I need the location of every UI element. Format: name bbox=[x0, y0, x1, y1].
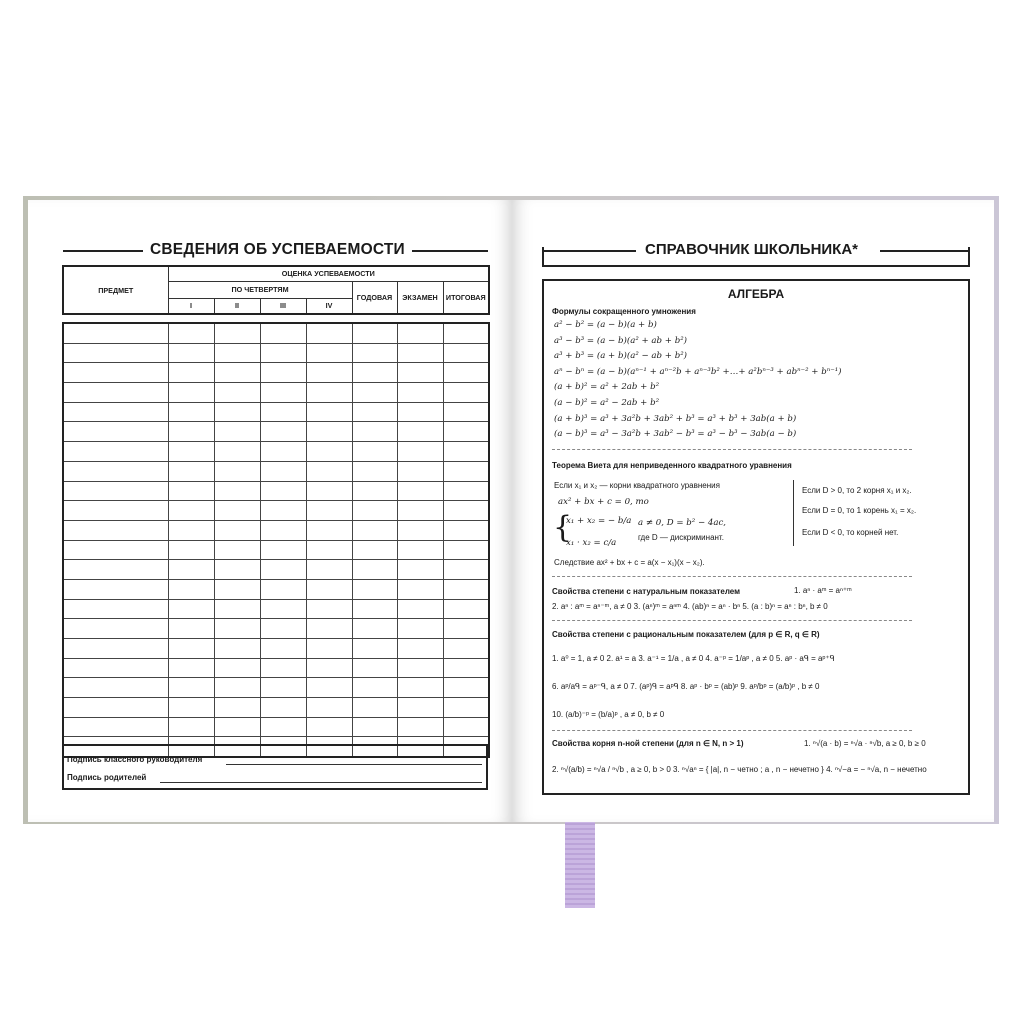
grade-cell[interactable] bbox=[306, 481, 352, 501]
vieta-corollary: Следствие ax² + bx + c = a(x − x₁)(x − x₂). bbox=[554, 558, 705, 567]
section-multiplication-title: Формулы сокращенного умножения bbox=[552, 307, 696, 316]
grade-cell[interactable] bbox=[63, 481, 168, 501]
grade-cell[interactable] bbox=[214, 658, 260, 678]
grade-cell[interactable] bbox=[168, 658, 214, 678]
grades-row bbox=[63, 383, 489, 403]
grade-cell[interactable] bbox=[168, 461, 214, 481]
grade-cell[interactable] bbox=[397, 343, 443, 363]
handbook-rule-right bbox=[880, 250, 970, 252]
grade-cell[interactable] bbox=[397, 678, 443, 698]
title-rule-right bbox=[412, 250, 488, 252]
grade-cell[interactable] bbox=[260, 639, 306, 659]
grade-cell[interactable] bbox=[63, 658, 168, 678]
grade-cell[interactable] bbox=[443, 658, 489, 678]
formula-line: a³ − b³ = (a − b)(a² + ab + b²) bbox=[554, 335, 688, 346]
grade-cell[interactable] bbox=[168, 363, 214, 383]
grade-cell[interactable] bbox=[63, 501, 168, 521]
grade-cell[interactable] bbox=[443, 323, 489, 343]
grade-cell[interactable] bbox=[443, 698, 489, 718]
multiplication-formulas bbox=[554, 320, 842, 445]
grade-cell[interactable] bbox=[443, 678, 489, 698]
grade-cell[interactable] bbox=[352, 323, 397, 343]
grade-cell[interactable] bbox=[306, 658, 352, 678]
grade-cell[interactable] bbox=[352, 579, 397, 599]
grade-cell[interactable] bbox=[214, 442, 260, 462]
title-rule-left bbox=[63, 250, 143, 252]
grade-cell[interactable] bbox=[306, 402, 352, 422]
grade-cell[interactable] bbox=[306, 579, 352, 599]
grade-cell[interactable] bbox=[168, 619, 214, 639]
grade-cell[interactable] bbox=[443, 599, 489, 619]
grade-cell[interactable] bbox=[260, 501, 306, 521]
grade-cell[interactable] bbox=[260, 698, 306, 718]
root-property-1: 1. ⁿ√(a · b) = ⁿ√a · ⁿ√b, a ≥ 0, b ≥ 0 bbox=[804, 739, 926, 748]
vieta-product: x₁ · x₂ = c/a bbox=[566, 538, 617, 548]
grades-table[interactable] bbox=[62, 322, 490, 758]
grade-cell[interactable] bbox=[443, 579, 489, 599]
formula-line: aⁿ − bⁿ = (a − b)(aⁿ⁻¹ + aⁿ⁻²b + aⁿ⁻³b² +…+ a²bⁿ⁻³ + abⁿ⁻² + bⁿ⁻¹) bbox=[554, 366, 842, 377]
grade-cell[interactable] bbox=[214, 678, 260, 698]
grade-cell[interactable] bbox=[352, 639, 397, 659]
grade-cell[interactable] bbox=[214, 461, 260, 481]
grade-cell[interactable] bbox=[352, 481, 397, 501]
formula-line: a³ + b³ = (a + b)(a² − ab + b²) bbox=[554, 351, 688, 362]
algebra-heading: АЛГЕБРА bbox=[727, 287, 785, 301]
vieta-equation: ax² + bx + c = 0, то bbox=[558, 497, 649, 507]
grade-cell[interactable] bbox=[443, 343, 489, 363]
grade-cell[interactable] bbox=[306, 678, 352, 698]
grade-cell[interactable] bbox=[260, 481, 306, 501]
grade-cell[interactable] bbox=[168, 678, 214, 698]
grade-cell[interactable] bbox=[260, 599, 306, 619]
grade-cell[interactable] bbox=[260, 658, 306, 678]
grade-cell[interactable] bbox=[397, 422, 443, 442]
grade-cell[interactable] bbox=[352, 678, 397, 698]
grade-cell[interactable] bbox=[443, 422, 489, 442]
formula-line: a² − b² = (a − b)(a + b) bbox=[554, 320, 657, 330]
vieta-d-negative: Если D < 0, то корней нет. bbox=[802, 528, 899, 537]
signature-teacher-label: Подпись классного руководителя bbox=[67, 755, 203, 764]
grade-cell[interactable] bbox=[168, 383, 214, 403]
grades-row bbox=[63, 540, 489, 560]
grade-cell[interactable] bbox=[306, 422, 352, 442]
grade-cell[interactable] bbox=[260, 619, 306, 639]
grade-cell[interactable] bbox=[63, 383, 168, 403]
grade-cell[interactable] bbox=[443, 520, 489, 540]
grade-cell[interactable] bbox=[63, 579, 168, 599]
grades-row bbox=[63, 698, 489, 718]
root-property-line: 2. ⁿ√(a/b) = ⁿ√a / ⁿ√b , a ≥ 0, b > 0 3. ⁿ√aⁿ = { |a|, n − четно ; a , n − нечетно } 4. ⁿ√−a = − ⁿ√a, n − нечетно bbox=[552, 765, 927, 774]
grade-cell[interactable] bbox=[168, 402, 214, 422]
grade-cell[interactable] bbox=[214, 698, 260, 718]
grades-row bbox=[63, 461, 489, 481]
grade-cell[interactable] bbox=[397, 461, 443, 481]
grade-cell[interactable] bbox=[352, 422, 397, 442]
grade-cell[interactable] bbox=[214, 343, 260, 363]
grades-row bbox=[63, 442, 489, 462]
grade-cell[interactable] bbox=[168, 639, 214, 659]
grade-cell[interactable] bbox=[63, 363, 168, 383]
grade-cell[interactable] bbox=[397, 383, 443, 403]
vieta-d-positive: Если D > 0, то 2 корня x₁ и x₂. bbox=[802, 486, 912, 495]
grade-cell[interactable] bbox=[260, 323, 306, 343]
grade-cell[interactable] bbox=[168, 323, 214, 343]
grade-cell[interactable] bbox=[352, 560, 397, 580]
formula-line: (a − b)² = a² − 2ab + b² bbox=[554, 397, 660, 408]
grade-cell[interactable] bbox=[306, 698, 352, 718]
grade-cell[interactable] bbox=[397, 717, 443, 737]
formula-line: (a + b)³ = a³ + 3a²b + 3ab² + b³ = a³ + b³ + 3ab(a + b) bbox=[554, 413, 797, 424]
grade-cell[interactable] bbox=[443, 619, 489, 639]
exam-header: ЭКЗАМЕН bbox=[397, 281, 443, 314]
grade-cell[interactable] bbox=[63, 717, 168, 737]
grade-cell[interactable] bbox=[214, 540, 260, 560]
grade-cell[interactable] bbox=[63, 402, 168, 422]
grades-row bbox=[63, 481, 489, 501]
vieta-brace: { bbox=[553, 510, 573, 545]
grade-cell[interactable] bbox=[260, 422, 306, 442]
grade-cell[interactable] bbox=[63, 560, 168, 580]
grade-cell[interactable] bbox=[168, 501, 214, 521]
quarter-2: II bbox=[214, 298, 260, 314]
grade-cell[interactable] bbox=[397, 363, 443, 383]
signature-parents-line[interactable] bbox=[160, 782, 482, 783]
grade-cell[interactable] bbox=[214, 520, 260, 540]
grades-row bbox=[63, 343, 489, 363]
grades-row bbox=[63, 678, 489, 698]
formula-line: (a + b)² = a² + 2ab + b² bbox=[554, 382, 660, 393]
annual-header: ГОДОВАЯ bbox=[352, 281, 397, 314]
grade-cell[interactable] bbox=[397, 658, 443, 678]
grade-cell[interactable] bbox=[63, 599, 168, 619]
signature-box bbox=[62, 744, 488, 790]
grade-cell[interactable] bbox=[260, 442, 306, 462]
grades-row bbox=[63, 717, 489, 737]
vieta-condition: a ≠ 0, D = b² − 4ac, bbox=[638, 518, 727, 528]
grade-cell[interactable] bbox=[443, 560, 489, 580]
grade-cell[interactable] bbox=[306, 560, 352, 580]
grade-cell[interactable] bbox=[397, 540, 443, 560]
grade-cell[interactable] bbox=[352, 383, 397, 403]
grade-cell[interactable] bbox=[214, 422, 260, 442]
grade-cell[interactable] bbox=[168, 442, 214, 462]
grade-cell[interactable] bbox=[306, 323, 352, 343]
section-natural-power-title: Свойства степени с натуральным показателем bbox=[552, 587, 741, 596]
grade-cell[interactable] bbox=[352, 717, 397, 737]
grade-cell[interactable] bbox=[397, 520, 443, 540]
quarter-3: III bbox=[260, 298, 306, 314]
grade-cell[interactable] bbox=[260, 717, 306, 737]
grade-cell[interactable] bbox=[63, 343, 168, 363]
grade-cell[interactable] bbox=[306, 540, 352, 560]
grade-cell[interactable] bbox=[214, 383, 260, 403]
grade-cell[interactable] bbox=[214, 481, 260, 501]
grades-row bbox=[63, 619, 489, 639]
grade-cell[interactable] bbox=[168, 579, 214, 599]
grade-cell[interactable] bbox=[352, 698, 397, 718]
grade-cell[interactable] bbox=[168, 540, 214, 560]
grade-cell[interactable] bbox=[397, 402, 443, 422]
grade-cell[interactable] bbox=[352, 540, 397, 560]
grade-cell[interactable] bbox=[397, 579, 443, 599]
grade-cell[interactable] bbox=[443, 402, 489, 422]
natural-power-line: 2. aⁿ : aᵐ = aⁿ⁻ᵐ, a ≠ 0 3. (aⁿ)ᵐ = aⁿᵐ 4. (ab)ⁿ = aⁿ · bⁿ 5. (a : b)ⁿ = aⁿ : bⁿ, b ≠ 0 bbox=[552, 602, 828, 611]
grade-cell[interactable] bbox=[443, 383, 489, 403]
grade-cell[interactable] bbox=[352, 343, 397, 363]
vieta-sum: x₁ + x₂ = − b/a bbox=[566, 516, 632, 526]
grade-cell[interactable] bbox=[306, 520, 352, 540]
grade-cell[interactable] bbox=[214, 717, 260, 737]
rational-power-line-3: 10. (a/b)⁻ᵖ = (b/a)ᵖ , a ≠ 0, b ≠ 0 bbox=[552, 710, 665, 719]
grade-cell[interactable] bbox=[397, 619, 443, 639]
grade-cell[interactable] bbox=[306, 501, 352, 521]
signature-teacher-line[interactable] bbox=[226, 764, 482, 765]
grade-cell[interactable] bbox=[168, 560, 214, 580]
grades-row bbox=[63, 402, 489, 422]
grade-cell[interactable] bbox=[352, 520, 397, 540]
bookmark-ribbon[interactable] bbox=[565, 822, 595, 908]
grade-cell[interactable] bbox=[214, 323, 260, 343]
grade-cell[interactable] bbox=[63, 520, 168, 540]
grade-cell[interactable] bbox=[168, 422, 214, 442]
grades-row bbox=[63, 363, 489, 383]
grade-cell[interactable] bbox=[352, 442, 397, 462]
grade-cell[interactable] bbox=[63, 461, 168, 481]
grades-row bbox=[63, 658, 489, 678]
grade-cell[interactable] bbox=[260, 560, 306, 580]
grade-cell[interactable] bbox=[168, 717, 214, 737]
signature-parents-label: Подпись родителей bbox=[67, 773, 147, 782]
grades-row bbox=[63, 599, 489, 619]
grade-cell[interactable] bbox=[306, 599, 352, 619]
grade-cell[interactable] bbox=[63, 422, 168, 442]
grade-cell[interactable] bbox=[260, 461, 306, 481]
formula-line: (a − b)³ = a³ − 3a²b + 3ab² − b³ = a³ − b³ − 3ab(a − b) bbox=[554, 429, 797, 440]
handbook-title: СПРАВОЧНИК ШКОЛЬНИКА* bbox=[645, 241, 859, 258]
grade-cell[interactable] bbox=[306, 383, 352, 403]
grade-cell[interactable] bbox=[168, 343, 214, 363]
grades-row bbox=[63, 520, 489, 540]
grade-cell[interactable] bbox=[397, 442, 443, 462]
grade-cell[interactable] bbox=[63, 619, 168, 639]
grades-row bbox=[63, 579, 489, 599]
section-root-title: Свойства корня n-ной степени (для n ∈ N, n > 1) bbox=[552, 739, 744, 748]
grade-cell[interactable] bbox=[168, 520, 214, 540]
grade-cell[interactable] bbox=[352, 363, 397, 383]
grade-cell[interactable] bbox=[63, 323, 168, 343]
grades-row bbox=[63, 560, 489, 580]
grades-header-table bbox=[62, 265, 490, 315]
grade-cell[interactable] bbox=[397, 560, 443, 580]
grades-row bbox=[63, 422, 489, 442]
grade-cell[interactable] bbox=[260, 579, 306, 599]
grade-cell[interactable] bbox=[306, 639, 352, 659]
grade-cell[interactable] bbox=[352, 501, 397, 521]
quarter-1: I bbox=[168, 298, 214, 314]
grade-cell[interactable] bbox=[397, 698, 443, 718]
handbook-rule-left bbox=[542, 250, 636, 252]
grade-cell[interactable] bbox=[443, 461, 489, 481]
grade-cell[interactable] bbox=[260, 402, 306, 422]
grade-cell[interactable] bbox=[443, 442, 489, 462]
rational-power-line-1: 1. a⁰ = 1, a ≠ 0 2. a¹ = a 3. a⁻¹ = 1/a , a ≠ 0 4. a⁻ᵖ = 1/aᵖ , a ≠ 0 5. aᵖ · aᑫ = aᵖ⁺ᑫ bbox=[552, 654, 835, 663]
grade-header: ОЦЕНКА УСПЕВАЕМОСТИ bbox=[168, 266, 489, 281]
grade-cell[interactable] bbox=[352, 402, 397, 422]
grade-cell[interactable] bbox=[168, 599, 214, 619]
grade-cell[interactable] bbox=[397, 323, 443, 343]
grade-cell[interactable] bbox=[443, 717, 489, 737]
grade-cell[interactable] bbox=[260, 343, 306, 363]
grade-cell[interactable] bbox=[260, 678, 306, 698]
grade-cell[interactable] bbox=[443, 363, 489, 383]
section-vieta-title: Теорема Виета для неприведенного квадратного уравнения bbox=[552, 461, 792, 470]
grade-cell[interactable] bbox=[306, 461, 352, 481]
grade-cell[interactable] bbox=[443, 540, 489, 560]
grade-cell[interactable] bbox=[214, 501, 260, 521]
grade-cell[interactable] bbox=[306, 363, 352, 383]
grade-cell[interactable] bbox=[397, 599, 443, 619]
grade-cell[interactable] bbox=[168, 698, 214, 718]
grade-cell[interactable] bbox=[214, 599, 260, 619]
grades-title: СВЕДЕНИЯ ОБ УСПЕВАЕМОСТИ bbox=[150, 241, 405, 258]
grade-cell[interactable] bbox=[214, 560, 260, 580]
grade-cell[interactable] bbox=[214, 363, 260, 383]
grades-row bbox=[63, 639, 489, 659]
grade-cell[interactable] bbox=[352, 599, 397, 619]
grade-cell[interactable] bbox=[63, 442, 168, 462]
grade-cell[interactable] bbox=[63, 678, 168, 698]
grade-cell[interactable] bbox=[352, 619, 397, 639]
section-rational-power-title: Свойства степени с рациональным показателем (для p ∈ R, q ∈ R) bbox=[552, 630, 820, 639]
vieta-where: где D — дискриминант. bbox=[638, 533, 724, 542]
natural-power-1: 1. aⁿ · aᵐ = aⁿ⁺ᵐ bbox=[794, 586, 852, 595]
vieta-d-zero: Если D = 0, то 1 корень x₁ = x₂. bbox=[802, 506, 917, 515]
grades-row bbox=[63, 323, 489, 343]
grade-cell[interactable] bbox=[214, 639, 260, 659]
grade-cell[interactable] bbox=[306, 442, 352, 462]
grade-cell[interactable] bbox=[352, 658, 397, 678]
grade-cell[interactable] bbox=[306, 343, 352, 363]
grade-cell[interactable] bbox=[397, 501, 443, 521]
grade-cell[interactable] bbox=[397, 639, 443, 659]
grade-cell[interactable] bbox=[397, 481, 443, 501]
subject-header: ПРЕДМЕТ bbox=[63, 266, 168, 314]
grade-cell[interactable] bbox=[306, 619, 352, 639]
grade-cell[interactable] bbox=[214, 402, 260, 422]
grade-cell[interactable] bbox=[214, 579, 260, 599]
grade-cell[interactable] bbox=[306, 717, 352, 737]
grade-cell[interactable] bbox=[352, 461, 397, 481]
grade-cell[interactable] bbox=[260, 520, 306, 540]
grade-cell[interactable] bbox=[443, 501, 489, 521]
grade-cell[interactable] bbox=[214, 619, 260, 639]
grade-cell[interactable] bbox=[260, 540, 306, 560]
vieta-if: Если x₁ и x₂ — корни квадратного уравнения bbox=[554, 481, 720, 490]
quarter-4: IV bbox=[306, 298, 352, 314]
grade-cell[interactable] bbox=[260, 363, 306, 383]
grade-cell[interactable] bbox=[168, 481, 214, 501]
grade-cell[interactable] bbox=[63, 540, 168, 560]
grade-cell[interactable] bbox=[443, 639, 489, 659]
grade-cell[interactable] bbox=[63, 639, 168, 659]
grade-cell[interactable] bbox=[260, 383, 306, 403]
grade-cell[interactable] bbox=[443, 481, 489, 501]
grade-cell[interactable] bbox=[63, 698, 168, 718]
quarters-header: ПО ЧЕТВЕРТЯМ bbox=[168, 281, 352, 298]
final-header: ИТОГОВАЯ bbox=[443, 281, 489, 314]
grades-row bbox=[63, 501, 489, 521]
rational-power-line-2: 6. aᵖ/aᑫ = aᵖ⁻ᑫ, a ≠ 0 7. (aᵖ)ᑫ = aᵖᑫ 8. aᵖ · bᵖ = (ab)ᵖ 9. aᵖ/bᵖ = (a/b)ᵖ , b ≠ 0 bbox=[552, 682, 820, 691]
